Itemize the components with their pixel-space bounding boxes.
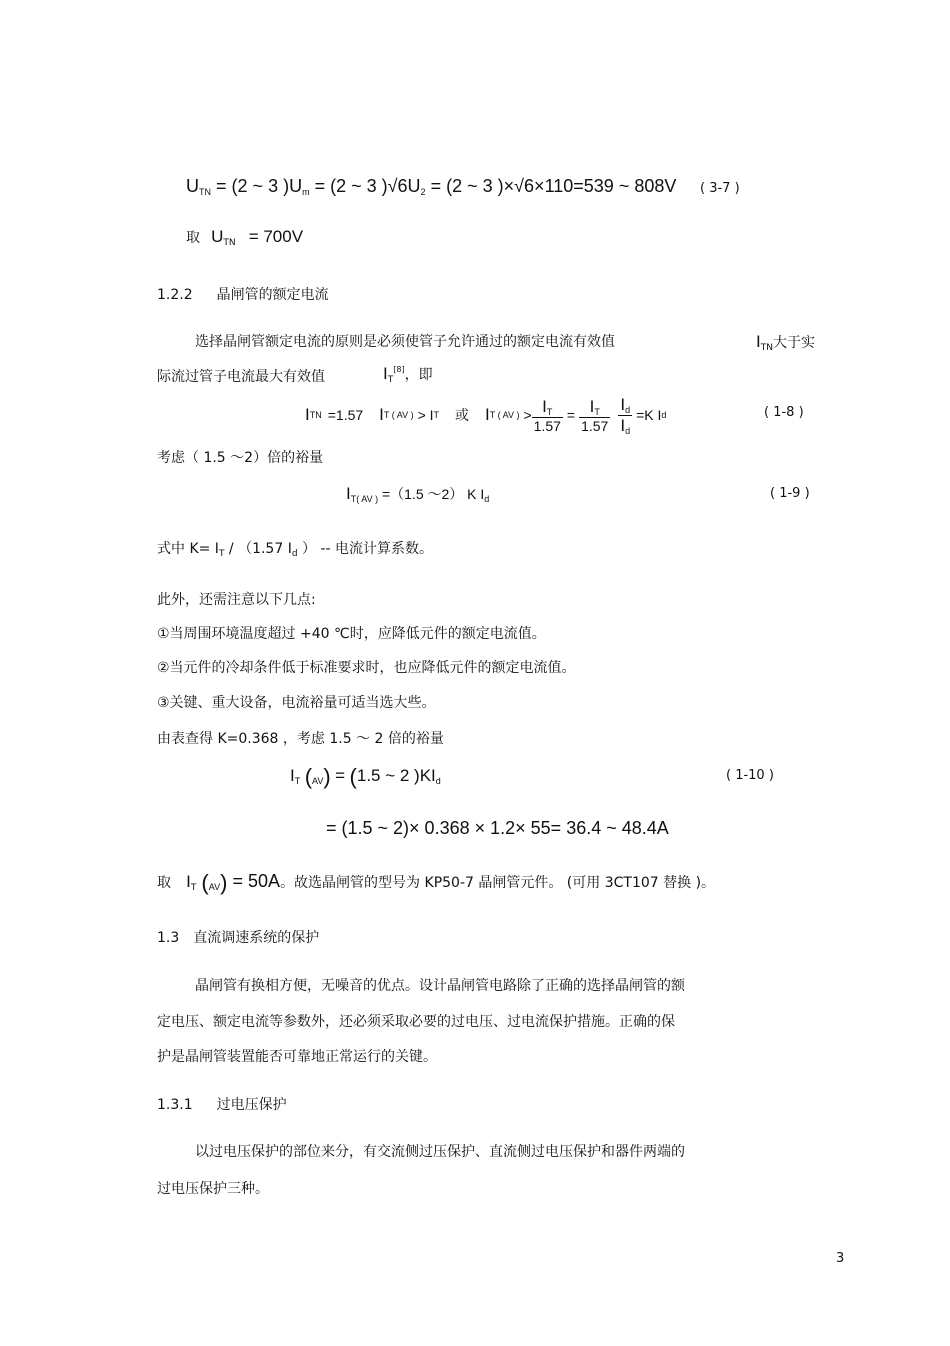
point-2: ②当元件的冷却条件低于标准要求时，也应降低元件的额定电流值。 — [157, 660, 576, 676]
lookup-k: 由表查得 K=0.368 ，考虑 1.5 ～ 2 倍的裕量 — [157, 731, 444, 747]
page-number: 3 — [836, 1251, 845, 1266]
where-k-definition: 式中 $K= I_T / (1.57$ $I_d$ ） -- 电流计算系数。 — [157, 541, 434, 559]
equation-1-8: I TN =1.57 I T ( AV ) > I T 或 I T ( AV ) > $\frac{I_T}{1.57}$ = $\frac{I_T}{1.57}$ $\frac{I_d}{I_d}$ =K I d — [305, 394, 667, 436]
equation-3-7: $U_{TN} = (2$ ~ 3 )$U_m = (2$ ~ 3 )$√6U_2 = (2$ ~ 3 )×√6×110=539 ~ 808V — [186, 176, 677, 197]
heading-1-3: 1.3 直流调速系统的保护 — [157, 930, 320, 946]
point-1: ①当周围环境温度超过 +40 ℃时，应降低元件的额定电流值。 — [157, 626, 546, 642]
equation-number-1-8: ( 1-8 ) — [764, 405, 804, 420]
equation-number-1-10: ( 1-10 ) — [726, 768, 774, 783]
heading-1-2-2: 1.2.2 晶闸管的额定电流 — [157, 287, 329, 303]
take-itav: 取 $I_T$ $(_{AV}) = 50A$。故选晶闸管的型号为 KP50-7 晶闸管元件。 (可用 3CT107 替换 )。 — [157, 870, 716, 895]
fraction-2: $\frac{I_T}{1.57}$ — [581, 396, 609, 434]
consider-margin: 考虑（ 1.5 ～2）倍的裕量 — [157, 450, 324, 466]
equation-1-9: $I_{T( AV )} =(1.5$ ～2） K $I_d$ — [346, 484, 490, 504]
equation-1-10: $I_T$ $(_{AV}) = (1.5$ ~ 2 )$KI_d$ — [290, 764, 441, 789]
equation-number-3-7: ( 3-7 ) — [700, 181, 740, 196]
paragraph-protection-line3: 护是晶闸管装置能否可靠地正常运行的关键。 — [157, 1049, 437, 1065]
besides-note: 此外，还需注意以下几点: — [157, 592, 316, 608]
paragraph-line2-symbol: $I_T[8]$，即 — [383, 364, 433, 385]
fraction-3: $\frac{I_d}{I_d}$ — [620, 394, 631, 436]
point-3: ③关键、重大设备，电流裕量可适当选大些。 — [157, 695, 436, 711]
paragraph-protection-line2: 定电压、额定电流等参数外，还必须采取必要的过电压、过电流保护措施。正确的保 — [157, 1014, 675, 1030]
equation-number-1-9: ( 1-9 ) — [770, 486, 810, 501]
paragraph-rated-current-line2: 际流过管子电流最大有效值 — [157, 369, 325, 385]
heading-1-3-1: 1.3.1 过电压保护 — [157, 1097, 287, 1113]
equation-1-10-evaluation: = (1.5 ~ 2)× 0.368 × 1.2× 55= 36.4 ~ 48.4A — [326, 818, 669, 838]
paragraph-overvoltage-line1: 以过电压保护的部位来分，有交流侧过压保护、直流侧过电压保护和器件两端的 — [195, 1144, 685, 1160]
paragraph-rated-current-line1: 选择晶闸管额定电流的原则是必须使管子允许通过的额定电流有效值 — [195, 334, 615, 350]
paragraph-line1-symbol: $I_{TN}$大于实 — [756, 332, 815, 353]
take-utn: 取 $U_{TN} = 700V$ — [186, 227, 304, 248]
paragraph-protection-line1: 晶闸管有换相方便，无噪音的优点。设计晶闸管电路除了正确的选择晶闸管的额 — [195, 978, 685, 994]
fraction-1: $\frac{I_T}{1.57}$ — [533, 396, 561, 434]
paragraph-overvoltage-line2: 过电压保护三种。 — [157, 1181, 269, 1197]
